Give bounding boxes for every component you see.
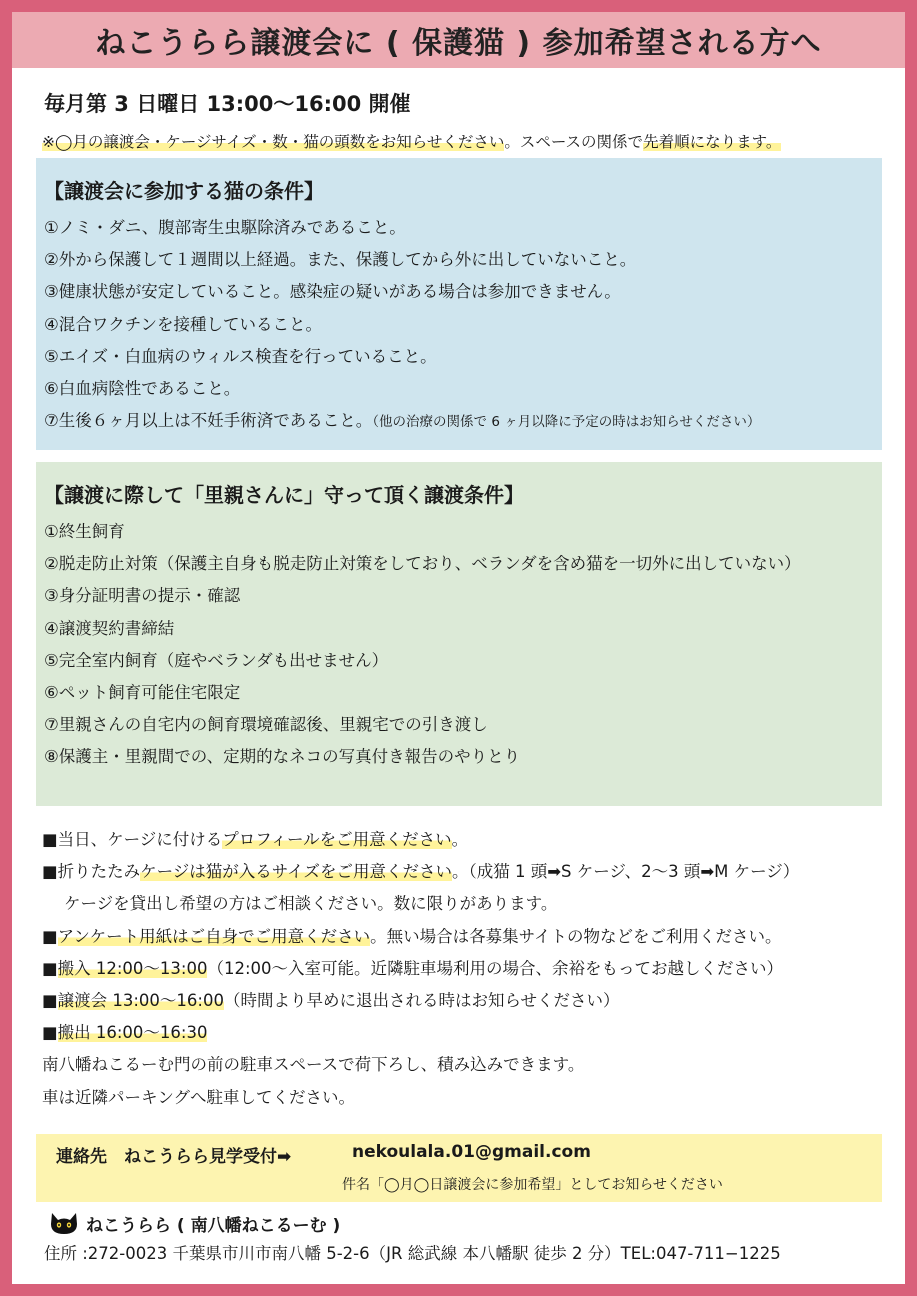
address-text: 住所 :272-0023 千葉県市川市南八幡 5-2-6（JR 総武線 本八幡駅 徒歩 2 分）TEL:047-711−1225 [44, 1244, 781, 1263]
cat-conditions-title: 【譲渡会に参加する猫の条件】 [44, 179, 324, 203]
contact-section [36, 1134, 882, 1202]
header-banner [12, 12, 905, 68]
cat-conditions-section [36, 158, 882, 450]
info-line-event [42, 985, 892, 1017]
flyer-sheet [12, 12, 905, 1284]
list-item: ①終生飼育 [44, 522, 125, 541]
info-highlight: 譲渡会 13:00〜16:00 [57, 991, 224, 1011]
info-text: ■ [42, 958, 58, 978]
schedule-text: 毎月第 3 日曜日 13:00〜16:00 開催 [44, 92, 411, 116]
list-item: ②外から保護して１週間以上経過。また、保護してから外に出していないこと。 [44, 250, 637, 270]
page-title: ねこうらら譲渡会に ( 保護猫 ) 参加希望される方へ [95, 26, 822, 61]
list-item: ⑤完全室内飼育（庭やベランダも出せません） [44, 650, 389, 670]
info-line-cage-rental: ケージを貸出し希望の方はご相談ください。数に限りがあります。 [64, 894, 558, 914]
list-item-note: （他の治療の関係で 6 ヶ月以降に予定の時はお知らせください） [372, 414, 761, 431]
info-highlight: アンケート用紙はご自身でご用意ください [57, 926, 371, 946]
info-text: 。無い場合は各募集サイトの物などをご利用ください。 [370, 926, 782, 946]
contact-email[interactable]: nekoulala.01@gmail.com [352, 1142, 591, 1162]
info-highlight: 搬入 12:00〜13:00 [57, 958, 208, 978]
list-item: ⑦里親さんの自宅内の飼育環境確認後、里親宅での引き渡し [44, 715, 488, 735]
list-item: ③健康状態が安定していること。感染症の疑いがある場合は参加できません。 [44, 282, 621, 302]
org-name-text: ねこうらら ( 南八幡ねこるーむ ) [86, 1215, 341, 1236]
adoption-conditions-section [36, 462, 882, 806]
notice-highlight-1: ※◯月の譲渡会・ケージサイズ・数・猫の頭数をお知らせください [42, 133, 505, 151]
list-item: ①ノミ・ダニ、腹部寄生虫駆除済みであること。 [44, 218, 406, 237]
notice-middle: 。スペースの関係で [504, 133, 644, 151]
list-item-text: ⑦生後６ヶ月以上は不妊手術済であること。 [44, 411, 373, 431]
info-text: （時間より早めに退出される時はお知らせください） [223, 991, 620, 1011]
info-line-parking: 南八幡ねこるーむ門の前の駐車スペースで荷下ろし、積み込みできます。 [42, 1055, 585, 1075]
list-item: ⑤エイズ・白血病のウィルス検査を行っていること。 [44, 346, 437, 366]
info-text: ■ [42, 926, 58, 946]
list-item: ⑧保護主・里親間での、定期的なネコの写真付き報告のやりとり [44, 747, 521, 767]
info-text: ■折りたたみ [42, 862, 141, 882]
info-text: ■ [42, 1023, 58, 1043]
info-text: 。 [451, 830, 469, 849]
list-item: ⑥白血病陰性であること。 [44, 379, 241, 399]
event-info-section [42, 824, 892, 1114]
info-highlight: ケージは猫が入るサイズをご用意ください [140, 862, 452, 882]
info-highlight: プロフィールをご用意ください [222, 830, 452, 849]
info-text: ■ [42, 991, 58, 1011]
info-line-move-out [42, 1017, 892, 1049]
list-item: ④譲渡契約書締結 [44, 618, 175, 638]
info-line-move-in [42, 953, 892, 985]
cat-conditions-list [44, 212, 872, 438]
info-line-survey [42, 921, 892, 953]
list-item: ⑥ペット飼育可能住宅限定 [44, 683, 241, 703]
info-line-cage [42, 856, 892, 888]
contact-subject: 件名「◯月◯日譲渡会に参加希望」としてお知らせください [342, 1177, 723, 1193]
notice-text [42, 130, 781, 152]
info-text: 。（成猫 1 頭➡S ケージ、2〜3 頭➡M ケージ） [451, 862, 800, 882]
list-item: ③身分証明書の提示・確認 [44, 586, 241, 606]
info-text: （12:00〜入室可能。近隣駐車場利用の場合、余裕をもってお越しください） [207, 958, 784, 978]
notice-highlight-2: 先着順になります。 [643, 133, 782, 151]
list-item: ④混合ワクチンを接種していること。 [44, 314, 322, 334]
info-line-profile [42, 824, 892, 856]
info-line-car: 車は近隣パーキングへ駐車してください。 [42, 1087, 356, 1107]
list-item [44, 405, 872, 438]
adoption-conditions-list [44, 516, 872, 774]
cat-icon [46, 1210, 82, 1236]
contact-label: 連絡先 ねこうらら見学受付➡ [56, 1147, 292, 1167]
org-name [46, 1210, 340, 1236]
info-highlight: 搬出 16:00〜16:30 [57, 1023, 208, 1043]
adoption-conditions-title: 【譲渡に際して「里親さんに」守って頂く譲渡条件】 [44, 483, 524, 507]
list-item: ②脱走防止対策（保護主自身も脱走防止対策をしており、ベランダを含め猫を一切外に出していない） [44, 554, 801, 574]
info-text: ■当日、ケージに付ける [42, 830, 223, 849]
